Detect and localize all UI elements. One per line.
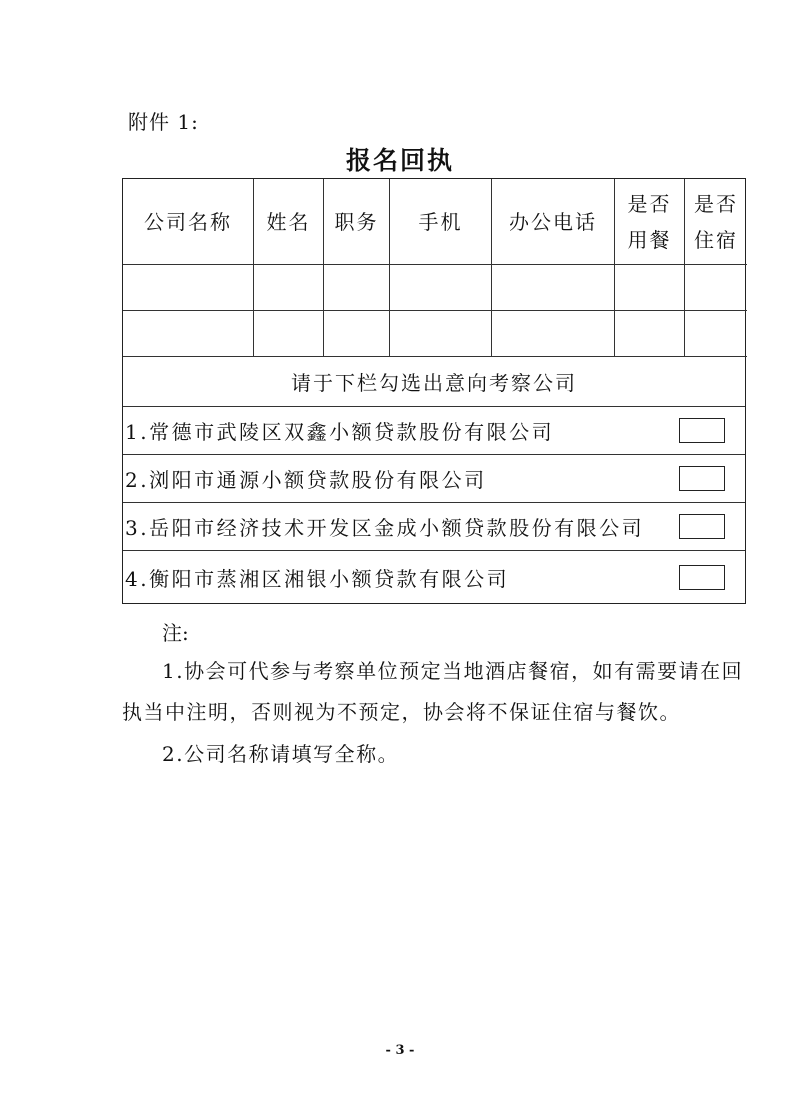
company-checkbox[interactable]	[679, 466, 725, 491]
blank-cell[interactable]	[492, 265, 615, 311]
col-header-name: 姓名	[254, 179, 324, 265]
blank-cell[interactable]	[685, 265, 747, 311]
col-header-mobile: 手机	[390, 179, 492, 265]
meal-line-1: 是否	[627, 191, 672, 216]
form-title: 报名回执	[345, 146, 454, 175]
blank-cell[interactable]	[254, 311, 324, 357]
col-header-lodging	[685, 179, 747, 265]
col-header-company: 公司名称	[123, 179, 254, 265]
registration-table	[122, 178, 746, 604]
blank-cell[interactable]	[615, 311, 685, 357]
note-2: 2.公司名称请填写全称。	[162, 742, 400, 766]
note-1-line-1: 1.协会可代参与考察单位预定当地酒店餐宿，如有需要请在回	[162, 659, 744, 683]
company-option-label: 2.浏阳市通源小额贷款股份有限公司	[125, 468, 487, 492]
blank-cell[interactable]	[492, 311, 615, 357]
note-1-line-2: 执当中注明，否则视为不预定，协会将不保证住宿与餐饮。	[122, 700, 681, 724]
blank-cell[interactable]	[324, 311, 390, 357]
attachment-label: 附件 1:	[128, 110, 199, 134]
blank-cell[interactable]	[254, 265, 324, 311]
blank-cell[interactable]	[685, 311, 747, 357]
company-checkbox[interactable]	[679, 514, 725, 539]
lodging-line-1: 是否	[694, 191, 738, 216]
company-option-1	[123, 407, 745, 455]
blank-cell[interactable]	[390, 311, 492, 357]
company-checkbox[interactable]	[679, 565, 725, 590]
blank-cell[interactable]	[390, 265, 492, 311]
col-header-office-phone: 办公电话	[492, 179, 615, 265]
company-option-2	[123, 455, 745, 503]
blank-cell[interactable]	[123, 311, 254, 357]
blank-cell[interactable]	[324, 265, 390, 311]
page-number: - 3 -	[385, 1043, 415, 1058]
blank-cell[interactable]	[123, 265, 254, 311]
company-checkbox[interactable]	[679, 418, 725, 443]
company-option-label: 4.衡阳市蒸湘区湘银小额贷款有限公司	[125, 566, 510, 591]
company-option-3	[123, 503, 745, 551]
notes-heading: 注:	[162, 621, 189, 645]
company-option-4	[123, 551, 745, 603]
col-header-position: 职务	[324, 179, 390, 265]
company-option-label: 1.常德市武陵区双鑫小额贷款股份有限公司	[125, 420, 555, 444]
col-header-meal	[615, 179, 685, 265]
selection-prompt: 请于下栏勾选出意向考察公司	[123, 357, 745, 407]
lodging-line-2: 住宿	[694, 227, 738, 252]
meal-line-2: 用餐	[627, 227, 672, 252]
company-option-label: 3.岳阳市经济技术开发区金成小额贷款股份有限公司	[125, 516, 645, 540]
blank-cell[interactable]	[615, 265, 685, 311]
